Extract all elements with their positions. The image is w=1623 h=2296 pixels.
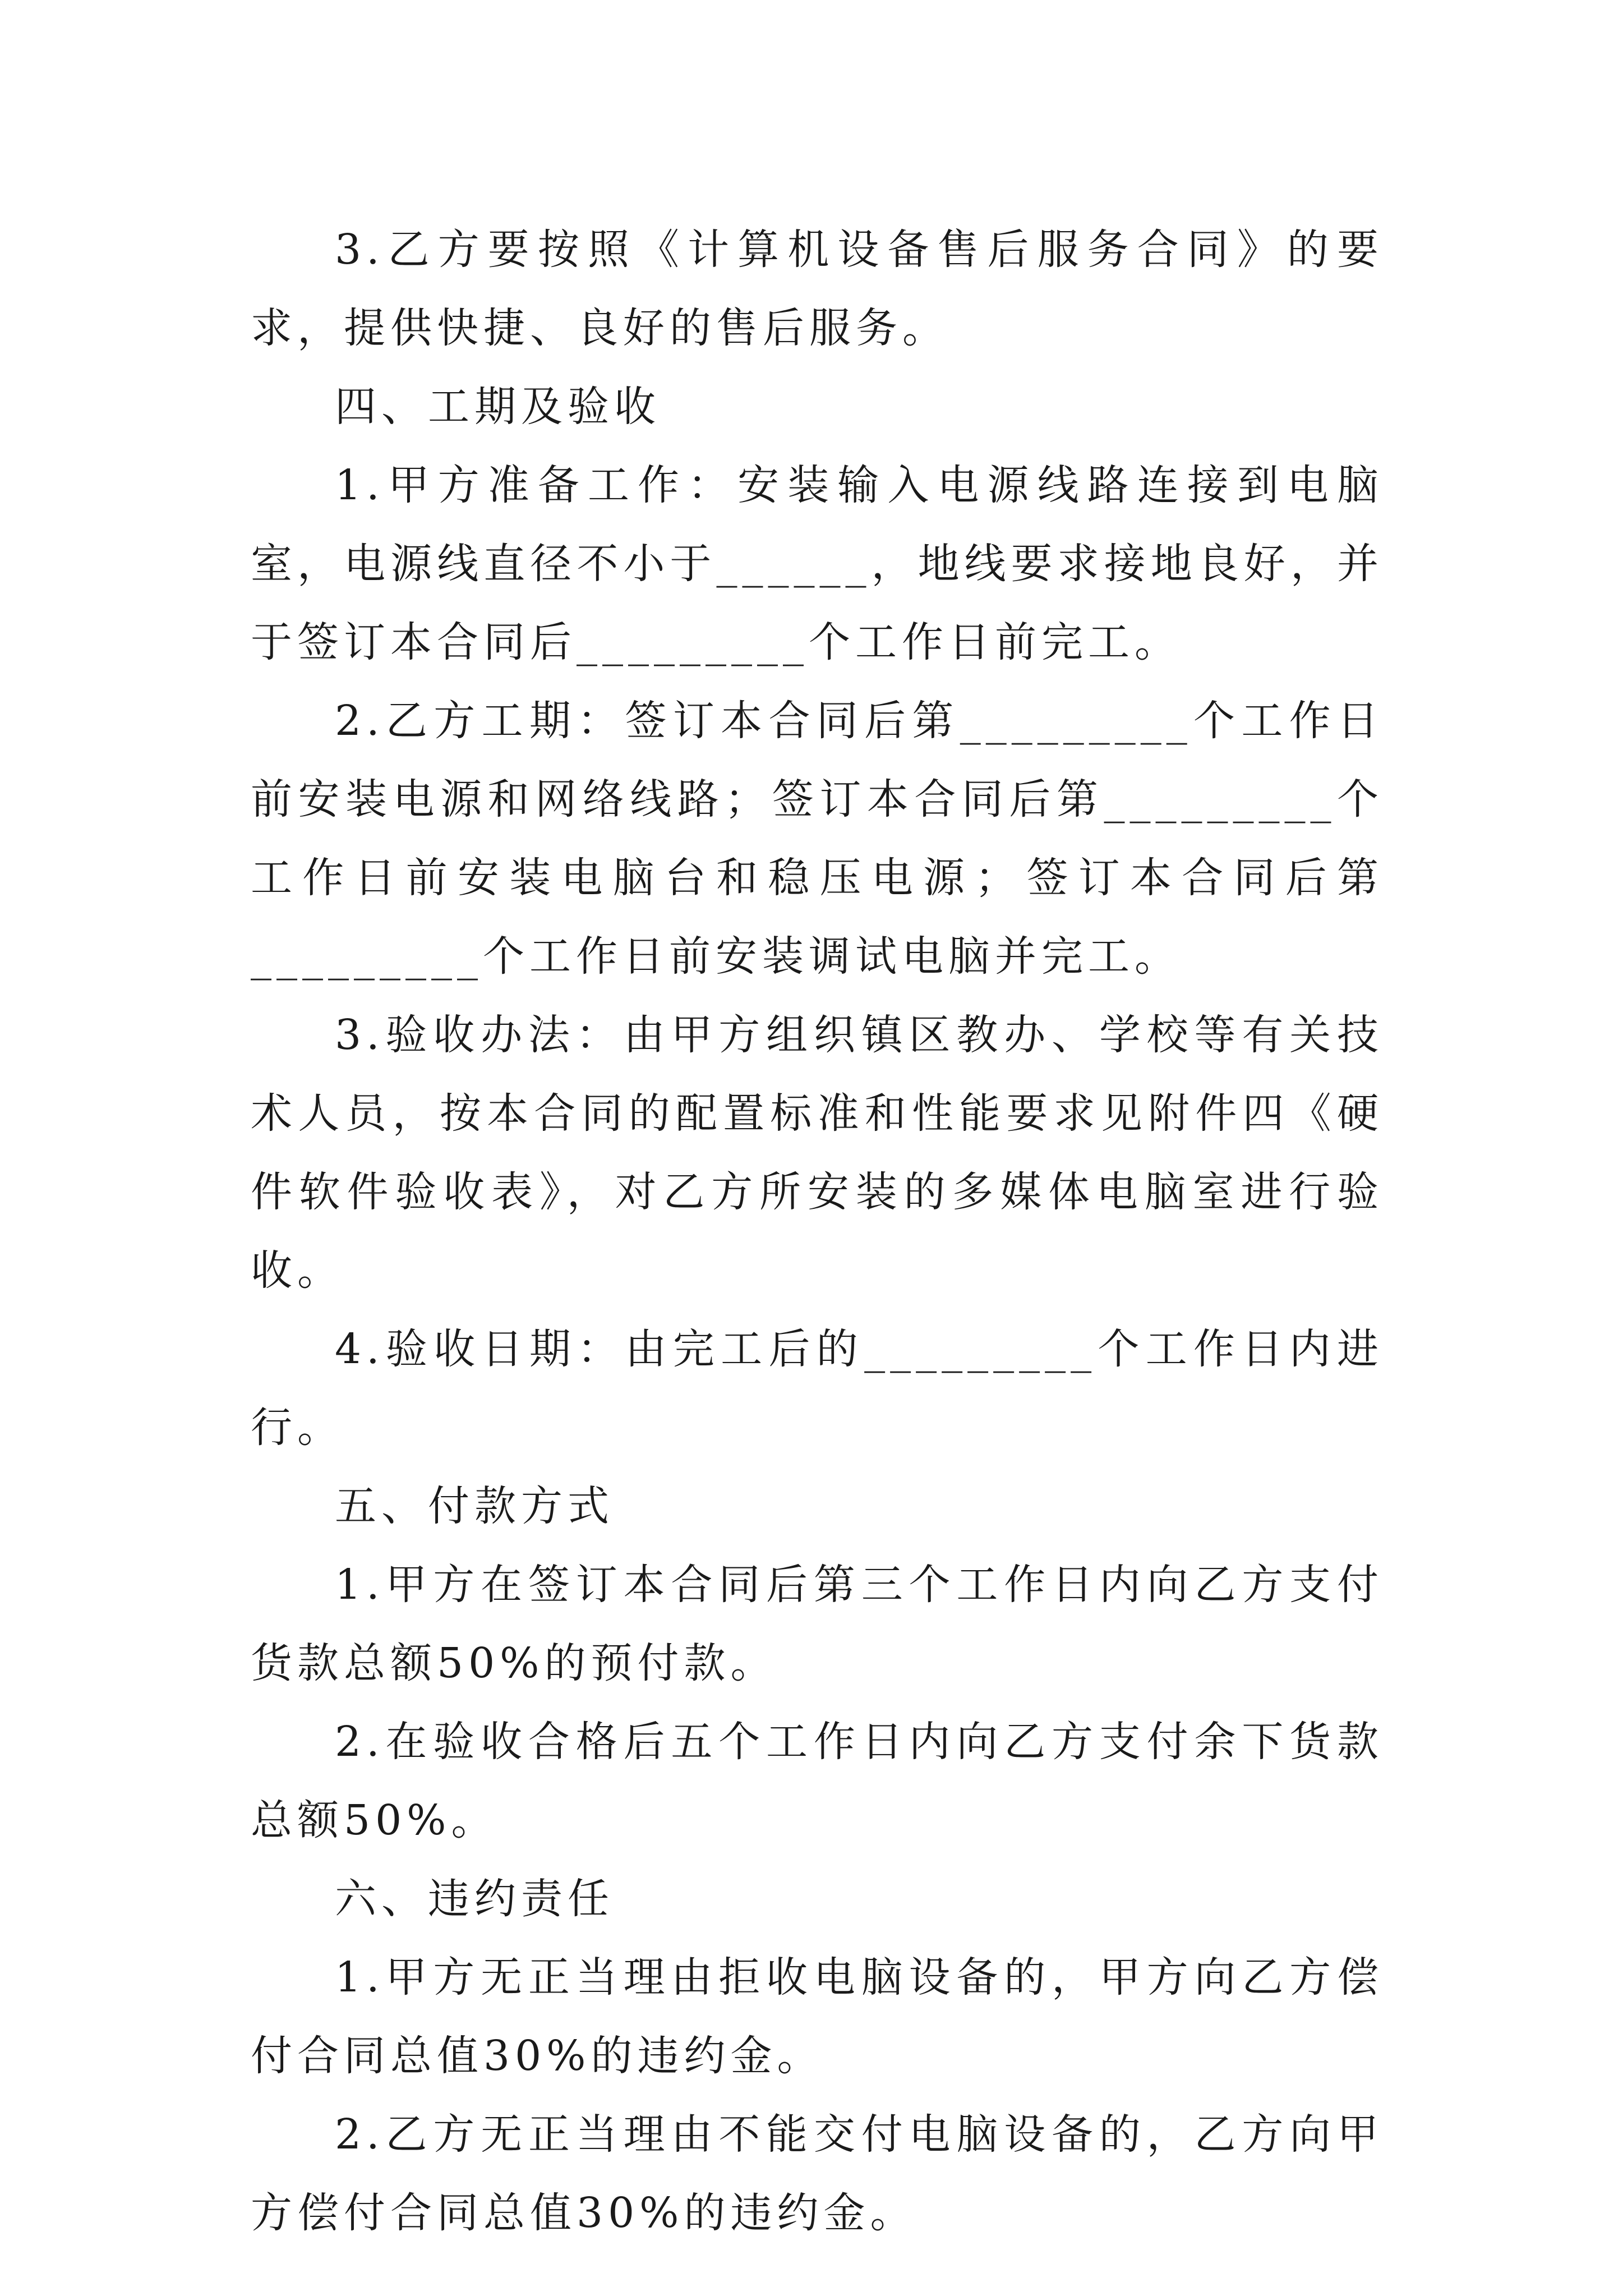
clause-acceptance-method: 3.验收办法：由甲方组织镇区教办、学校等有关技术人员，按本合同的配置标准和性能要求见附件四《硬件软件验收表》，对乙方所安装的多媒体电脑室进行验收。 [251, 1011, 1384, 1295]
section-heading-schedule-acceptance: 四、工期及验收 [335, 383, 661, 431]
section-heading-liability: 六、违约责任 [335, 1875, 614, 1923]
clause-party-b-schedule: 2.乙方工期：签订本合同后第_________个工作日前安装电源和网络线路；签订本合同后第_________个工作日前安装电脑台和稳压电源；签订本合同后第_________个工作日前安装调试电脑并完工。 [251, 697, 1384, 981]
clause-party-a-preparation: 1.甲方准备工作：安装输入电源线路连接到电脑室，电源线直径不小于______，地线要求接地良好，并于签订本合同后_________个工作日前完工。 [251, 461, 1384, 666]
clause-party-a-penalty: 1.甲方无正当理由拒收电脑设备的，甲方向乙方偿付合同总值30%的违约金。 [251, 1953, 1384, 2080]
contract-body [251, 210, 1384, 2252]
clause-acceptance-date: 4.验收日期：由完工后的_________个工作日内进行。 [251, 1325, 1384, 1452]
clause-party-b-penalty: 2.乙方无正当理由不能交付电脑设备的，乙方向甲方偿付合同总值30%的违约金。 [251, 2110, 1384, 2237]
clause-prepayment: 1.甲方在签订本合同后第三个工作日内向乙方支付货款总额50%的预付款。 [251, 1561, 1384, 1687]
clause-final-payment: 2.在验收合格后五个工作日内向乙方支付余下货款总额50%。 [251, 1718, 1384, 1844]
section-heading-payment: 五、付款方式 [335, 1482, 614, 1530]
clause-after-sales-service: 3.乙方要按照《计算机设备售后服务合同》的要求，提供快捷、良好的售后服务。 [251, 226, 1384, 352]
